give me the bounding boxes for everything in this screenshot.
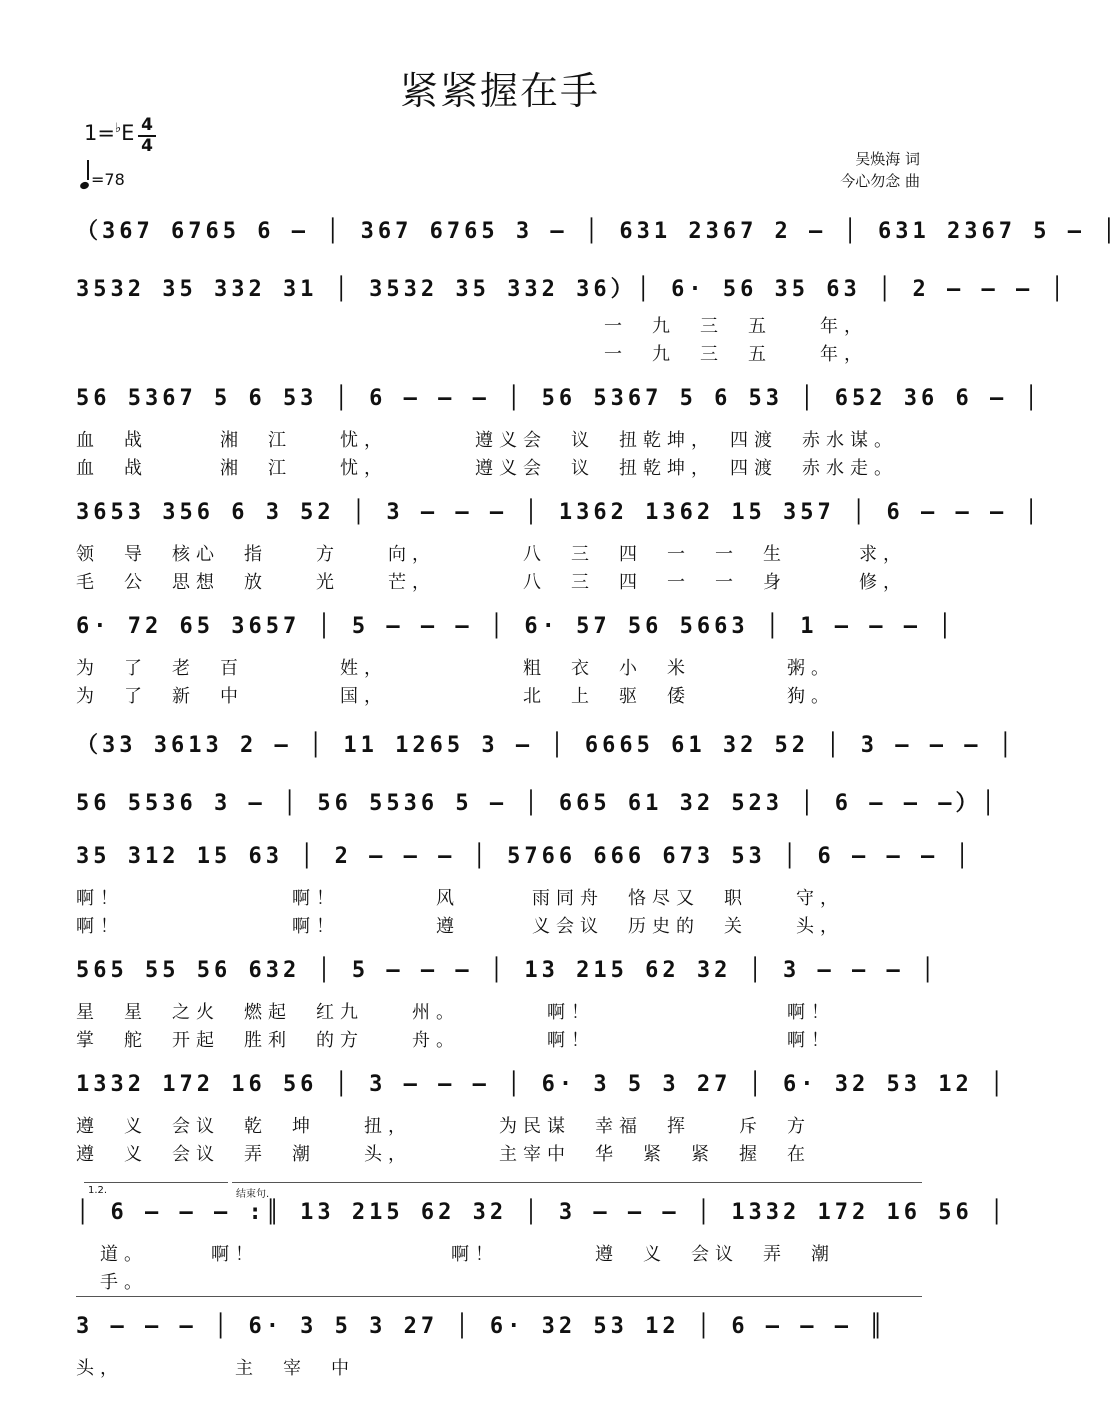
music-row: 56 5536 3 – │ 56 5536 5 – │ 665 61 32 523 │ 6 – – –）│	[76, 791, 999, 816]
music-row: 565 55 56 632 │ 5 – – – │ 13 215 62 32 │ 3 – – – │	[76, 958, 939, 983]
music-row: 3653 356 6 3 52 │ 3 – – – │ 1362 1362 15 357 │ 6 – – – │	[76, 500, 1042, 525]
song-title: 紧紧握在手	[399, 69, 600, 113]
quarter-note-icon	[79, 181, 90, 191]
music-row: 35 312 15 63 │ 2 – – – │ 5766 666 673 53 │ 6 – – – │	[76, 844, 973, 869]
lyric-row: 一 九 三 五 年，	[604, 316, 868, 337]
music-row: 56 5367 5 6 53 │ 6 – – – │ 56 5367 5 6 53 │ 652 36 6 – │	[76, 386, 1042, 411]
lyric-row: 领 导 核心 指 方 向， 八 三 四 一 一 生 求，	[76, 544, 907, 565]
lyric-row: 掌 舵 开起 胜利 的方 舟。 啊！ 啊！	[76, 1030, 835, 1051]
music-row: 3532 35 332 31 │ 3532 35 332 36）│ 6· 56 35 63 │ 2 – – – │	[76, 277, 1068, 302]
ending-label: 结束句.	[236, 1189, 270, 1200]
key-signature: 1=♭E	[84, 121, 135, 145]
lyric-row: 啊！ 啊！ 风 雨同舟 恪尽又 职 守，	[76, 888, 844, 909]
volta-label: 1.2.	[88, 1185, 108, 1196]
music-row: 1332 172 16 56 │ 3 – – – │ 6· 3 5 3 27 │ 6· 32 53 12 │	[76, 1072, 1008, 1097]
tempo-marking	[80, 165, 125, 189]
volta-bracket	[84, 1182, 228, 1183]
music-row: │ 6 – – – :║ 13 215 62 32 │ 3 – – – │ 1332 172 16 56 │	[76, 1200, 1008, 1225]
lyric-row: 道。 啊！ 啊！ 遵 义 会议 弄 潮	[100, 1244, 835, 1265]
music-row: 3 – – – │ 6· 3 5 3 27 │ 6· 32 53 12 │ 6 – – – ║	[76, 1314, 887, 1339]
lyric-row: 遵 义 会议 弄 潮 头， 主宰中 华 紧 紧 握 在	[76, 1144, 811, 1165]
music-row: （367 6765 6 – │ 367 6765 3 – │ 631 2367 2 – │ 631 2367 5 – │	[76, 219, 1119, 244]
composer-credit: 今心勿念 曲	[840, 172, 920, 190]
ending-bracket	[232, 1182, 922, 1183]
lyric-row: 血 战 湘 江 忧， 遵义会 议 扭乾坤， 四渡 赤水谋。	[76, 430, 898, 451]
lyric-row: 为 了 老 百 姓， 粗 衣 小 米 粥。	[76, 658, 835, 679]
ending-bracket-line	[76, 1296, 922, 1297]
lyricist-credit: 吴焕海 词	[855, 150, 920, 168]
tempo-value: =78	[91, 170, 125, 189]
lyric-row: 一 九 三 五 年，	[604, 344, 868, 365]
lyric-row: 头， 主 宰 中	[76, 1358, 355, 1379]
lyric-row: 为 了 新 中 国， 北 上 驱 倭 狗。	[76, 686, 835, 707]
music-row: 6· 72 65 3657 │ 5 – – – │ 6· 57 56 5663 │ 1 – – – │	[76, 614, 956, 639]
lyric-row: 手。	[100, 1272, 148, 1293]
lyric-row: 血 战 湘 江 忧， 遵义会 议 扭乾坤， 四渡 赤水走。	[76, 458, 898, 479]
lyric-row: 遵 义 会议 乾 坤 扭， 为民谋 幸福 挥 斥 方	[76, 1116, 811, 1137]
flat-sign: ♭	[114, 121, 122, 136]
lyric-row: 星 星 之火 燃起 红九 州。 啊！ 啊！	[76, 1002, 835, 1023]
music-row: （33 3613 2 – │ 11 1265 3 – │ 6665 61 32 52 │ 3 – – – │	[76, 733, 1016, 758]
lyric-row: 啊！ 啊！ 遵 义会议 历史的 关 头，	[76, 916, 844, 937]
lyric-row: 毛 公 思想 放 光 芒， 八 三 四 一 一 身 修，	[76, 572, 907, 593]
time-signature: 4 4	[137, 116, 157, 156]
